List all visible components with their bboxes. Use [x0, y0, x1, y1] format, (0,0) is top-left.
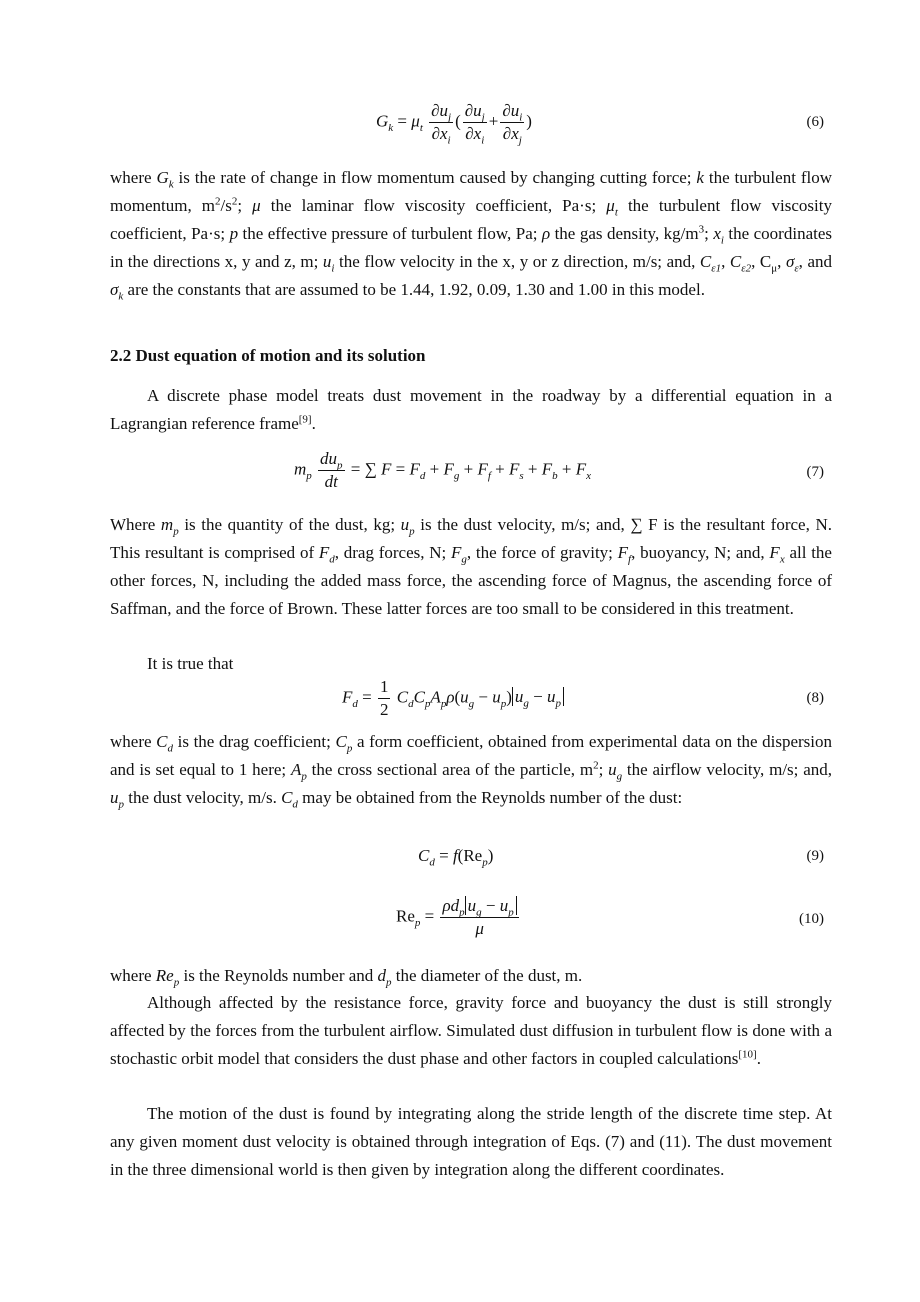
paragraph-discrete-phase: A discrete phase model treats dust movement in the roadway by a differential equation in a Lagrangian reference frame[9].: [110, 386, 832, 433]
equation-9-body: $C_d = f(Re_p)$: [418, 846, 494, 869]
equation-10: [110, 895, 832, 947]
equation-7-body: $m_p$ $\frac{du_p}{dt}$ = ∑ $F = F_d + F_g + F_f + F_s + F_b + F_x$: [294, 449, 592, 491]
equation-6: [110, 100, 832, 150]
equation-number: (10): [799, 911, 824, 927]
paragraph-reynolds: where $Re_p$ is the Reynolds number and $d_p$ the diameter of the dust, m.: [110, 966, 583, 989]
paragraph-it-is-true: It is true that: [147, 654, 234, 673]
paragraph-force-definitions: Where $m_p$ is the quantity of the dust, kg; $u_p$ is the dust velocity, m/s; and, ∑ F is the resultant force, N. This resultant is comprised of $F_d$, drag forces, N; $F_g$, the force of gravity; $F_f$, buoyancy, N; and, $F_x$ all the other forces, N, including the added mass force, the ascending force of Magnus, the ascending force of Saffman, and the force of Brown. These latter forces are too small to be considered in this treatment.: [110, 515, 832, 618]
paragraph-integration: The motion of the dust is found by integrating along the stride length of the discrete time step. At any given moment dust velocity is obtained through integration of Eqs. (7) and (11). The dust movement in the three dimensional world is then given by integration along the different coordinates.: [110, 1104, 832, 1179]
paragraph-drag-coefficient: where $C_d$ is the drag coefficient; $C_p$ a form coefficient, obtained from experimental data on the dispersion and is set equal to 1 here; $A_p$ the cross sectional area of the particle, $m^2$; $u_g$ the airflow velocity, m/s; and, $u_p$ the dust velocity, m/s. $C_d$ may be obtained from the Reynolds number of the dust:: [110, 732, 833, 811]
equation-7: [110, 448, 832, 498]
equation-6-body: $G_k = \mu_t$ $\frac{\partial u_j}{\partial x_i}$ ( $\frac{\partial u_j}{\partial x_i}$ + $\frac{\partial u_i}{\partial x_j}$ ): [376, 101, 532, 147]
equation-number: (8): [806, 690, 824, 706]
equation-number: (7): [806, 464, 824, 480]
equation-8: [110, 676, 832, 726]
section-heading: 2.2 Dust equation of motion and its solution: [110, 346, 426, 365]
equation-10-body: $Re_p$ = $\frac{\rho d_p u_g - u_p}{\mu}$: [396, 895, 521, 940]
equation-9: [110, 846, 832, 872]
paragraph-turbulent-diffusion: Although affected by the resistance force, gravity force and buoyancy the dust is still strongly affected by the forces from the turbulent airflow. Simulated dust diffusion in turbulent flow is done with a stochastic orbit model that considers the dust phase and other factors in coupled calculations[10].: [110, 993, 832, 1068]
equation-number: (9): [806, 848, 824, 864]
equation-number: (6): [806, 114, 824, 130]
equation-8-body: $F_d$ = $\frac{1}{2}$ $C_dC_pA_p\rho(u_g - u_p) u_g - u_p$: [342, 676, 564, 721]
paragraph-variable-definitions: where $G_k$ is the rate of change in flow momentum caused by changing cutting force; k the turbulent flow momentum, $m^2/s^2$; μ the laminar flow viscosity coefficient, Pa·s; $\mu_t$ the turbulent flow viscosity coefficient, Pa·s; p the effective pressure of turbulent flow, Pa; ρ the gas density, $kg/m^3$; $x_i$ the coordinates in the directions x, y and z, m; $u_i$ the flow velocity in the x, y or z direction, m/s; and, $C_{\varepsilon 1}$, $C_{\varepsilon 2}$, $C_\mu$, $\sigma_\varepsilon$, and $\sigma_k$ are the constants that are assumed to be 1.44, 1.92, 0.09, 1.30 and 1.00 in this model.: [110, 168, 833, 303]
